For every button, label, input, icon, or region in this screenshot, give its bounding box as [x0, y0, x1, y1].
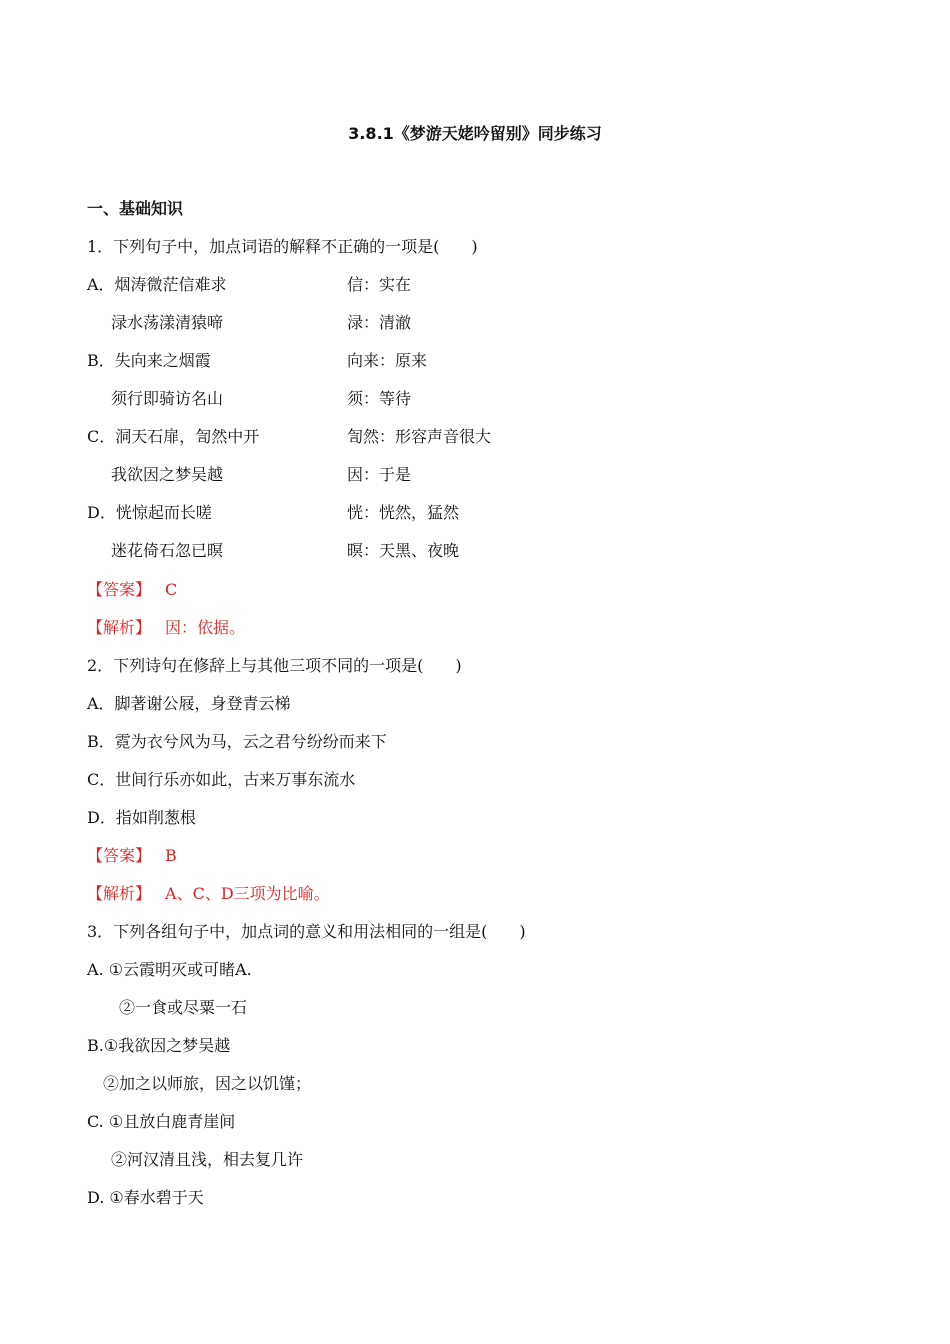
analysis-label: 【解析】 — [87, 618, 152, 637]
q3-option-a-2: ②一食或尽粟一石 — [119, 998, 248, 1017]
q1-option-a-text: A．烟涛微茫信难求 — [87, 275, 227, 294]
q3-option-a-1: A. ①云霞明灭或可睹A. — [87, 960, 252, 979]
q2-option-a: A．脚著谢公屐，身登青云梯 — [87, 694, 291, 713]
document-title: 3.8.1《梦游天姥吟留别》同步练习 — [348, 124, 602, 143]
q1-option-a2-text: 渌水荡漾清猿啼 — [111, 313, 224, 332]
q1-answer — [87, 580, 177, 600]
answer-label: 【答案】 — [87, 580, 152, 599]
q1-option-d-explanation: 恍：恍然，猛然 — [347, 503, 460, 522]
answer-value: C — [165, 580, 178, 599]
question-2-stem: 2．下列诗句在修辞上与其他三项不同的一项是( ) — [87, 656, 462, 675]
q3-option-c-2: ②河汉清且浅，相去复几许 — [111, 1150, 304, 1169]
q2-analysis — [87, 884, 330, 904]
q1-option-a-explanation: 信：实在 — [347, 275, 412, 294]
q3-option-b-1: B.①我欲因之梦吴越 — [87, 1036, 231, 1055]
q2-option-c: C．世间行乐亦如此，古来万事东流水 — [87, 770, 356, 789]
q1-option-d2-text: 迷花倚石忽已暝 — [111, 541, 224, 560]
q1-option-b-explanation: 向来：原来 — [347, 351, 428, 370]
q1-option-d-text: D．恍惊起而长嗟 — [87, 503, 212, 522]
answer-label: 【答案】 — [87, 846, 152, 865]
q1-option-c-text: C．洞天石扉，訇然中开 — [87, 427, 260, 446]
q3-option-c-1: C. ①且放白鹿青崖间 — [87, 1112, 236, 1131]
section-heading: 一、基础知识 — [87, 199, 184, 218]
q1-option-d2-explanation: 暝：天黑、夜晚 — [347, 541, 460, 560]
q1-option-b2-text: 须行即骑访名山 — [111, 389, 224, 408]
q1-option-b-text: B．失向来之烟霞 — [87, 351, 211, 370]
analysis-text: A、C、D三项为比喻。 — [165, 884, 330, 903]
q2-answer — [87, 846, 177, 866]
q1-option-a2-explanation: 渌：清澈 — [347, 313, 412, 332]
q1-option-c2-text: 我欲因之梦吴越 — [111, 465, 224, 484]
question-3-stem: 3．下列各组句子中，加点词的意义和用法相同的一组是( ) — [87, 922, 526, 941]
q3-option-d-1: D. ①春水碧于天 — [87, 1188, 204, 1207]
q2-option-b: B．霓为衣兮风为马，云之君兮纷纷而来下 — [87, 732, 387, 751]
q3-option-b-2: ②加之以师旅，因之以饥馑； — [103, 1074, 312, 1093]
q1-option-c2-explanation: 因：于是 — [347, 465, 412, 484]
q2-option-d: D．指如削葱根 — [87, 808, 196, 827]
q1-analysis — [87, 618, 245, 638]
analysis-label: 【解析】 — [87, 884, 152, 903]
answer-value: B — [165, 846, 177, 865]
question-1-stem: 1．下列句子中，加点词语的解释不正确的一项是( ) — [87, 237, 478, 256]
q1-option-c-explanation: 訇然：形容声音很大 — [347, 427, 492, 446]
q1-option-b2-explanation: 须：等待 — [347, 389, 412, 408]
analysis-text: 因：依据。 — [165, 618, 246, 637]
